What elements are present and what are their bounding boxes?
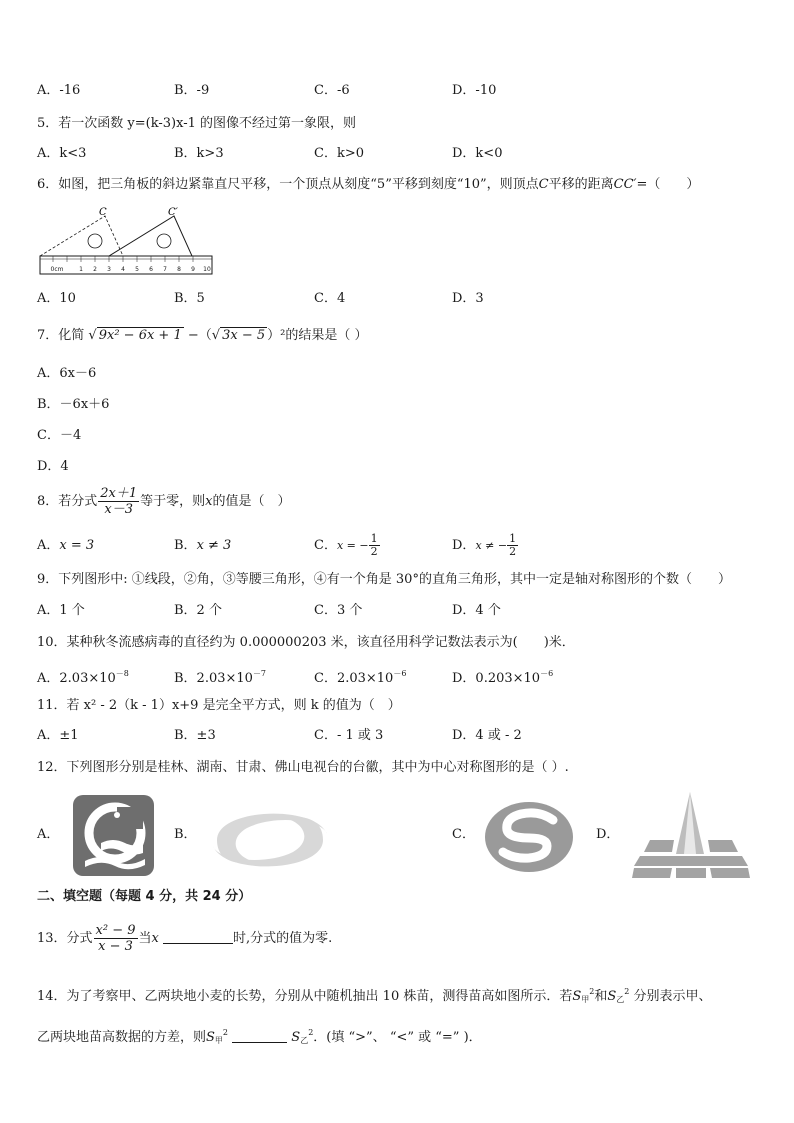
q11-stem: 11．若 x² - 2（k - 1）x+9 是完全平方式，则 k 的值为（ ） bbox=[37, 698, 401, 713]
q12-stem: 12．下列图形分别是桂林、湖南、甘肃、佛山电视台的台徽，其中为中心对称图形的是（ ）. bbox=[37, 760, 569, 775]
ruler-tick-label: 8 bbox=[177, 266, 181, 273]
q10-option-d: D．$0.203\times 10^{-6}$ bbox=[452, 669, 554, 686]
q6-option-b: B．5 bbox=[174, 291, 205, 306]
q4-option-d: D．-10 bbox=[452, 83, 497, 98]
q11-option-d: D．4 或 - 2 bbox=[452, 728, 522, 743]
q8-option-b: B．x ≠ 3 bbox=[174, 538, 232, 553]
q7-option-d: D．4 bbox=[37, 459, 69, 474]
sqrt-sign: √ bbox=[211, 328, 221, 343]
q8-option-d: D．x ≠ − $\frac{1}{2}$ bbox=[452, 532, 517, 558]
q10-option-a: A．$2.03\times 10^{-8}$ bbox=[37, 669, 129, 686]
ruler-tick-label: 4 bbox=[121, 266, 125, 273]
q13-fraction: $\frac{\text{x² − 9}}{x - 3}$ bbox=[95, 923, 136, 954]
q6-option-a: A．10 bbox=[37, 291, 76, 306]
q6-stem: 6．如图，把三角板的斜边紧靠直尺平移，一个顶点从刻度“5”平移到刻度“10”，则顶点C平移的距离CC′=（ ） bbox=[37, 177, 700, 192]
q9-option-d: D．4 个 bbox=[452, 603, 501, 618]
ruler-unit: 0cm bbox=[50, 266, 64, 273]
ruler-tick-label: 1 bbox=[79, 266, 83, 273]
hunan-tv-logo-image bbox=[205, 800, 335, 880]
ruler-tick-label: 9 bbox=[191, 266, 195, 273]
q7-stem: 7．化简 √ 9x² − 6x + 1 −（√ 3x − 5 ）²的结果是（ ） bbox=[37, 328, 368, 343]
ruler-tick-label: 5 bbox=[135, 266, 139, 273]
q10-option-c: C．$2.03\times 10^{-6}$ bbox=[314, 669, 407, 686]
q4-option-b: B．-9 bbox=[174, 83, 210, 98]
q7-option-b: B．－6x＋6 bbox=[37, 397, 110, 412]
q14-line1: 14．为了考察甲、乙两块地小麦的长势，分别从中随机抽出 10 株苗，测得苗高如图所示．若$S_甲^2$和$S_乙^2$ 分别表示甲、 bbox=[37, 987, 712, 1004]
q13-answer-blank[interactable] bbox=[163, 943, 233, 944]
q13-stem: 13．分式 $\frac{\text{x² − 9}}{x - 3}$ 当x 时,分式的值为零. bbox=[37, 923, 333, 954]
point-c-label: C bbox=[99, 207, 107, 218]
point-c-prime-label: C′ bbox=[168, 207, 178, 218]
q9-option-a: A．1 个 bbox=[37, 603, 85, 618]
q5-stem: 5．若一次函数 y=(k-3)x-1 的图像不经过第一象限，则 bbox=[37, 116, 356, 131]
ruler-tick-label: 2 bbox=[93, 266, 97, 273]
gansu-tv-logo-image bbox=[483, 800, 575, 874]
sqrt-sign: √ bbox=[88, 328, 97, 343]
q11-option-a: A．±1 bbox=[37, 728, 79, 743]
q8-option-c: C．x = − $\frac{1}{2}$ bbox=[314, 532, 378, 558]
ruler-tick-label: 7 bbox=[163, 266, 167, 273]
guilin-tv-logo-image bbox=[71, 793, 156, 878]
section-heading-fill-in: 二、填空题（每题 4 分，共 24 分） bbox=[37, 889, 252, 904]
q5-option-b: B．k>3 bbox=[174, 146, 224, 161]
q6-ruler-figure bbox=[37, 204, 217, 278]
q12-option-b-label: B． bbox=[174, 827, 197, 842]
q5-option-d: D．k<0 bbox=[452, 146, 503, 161]
q8-fraction: $\frac{2x+1}{x-3}$ bbox=[100, 486, 138, 517]
q5-option-a: A．k<3 bbox=[37, 146, 87, 161]
q8-stem: 8．若分式 $\frac{2x+1}{x-3}$ 等于零，则x的值是（ ） bbox=[37, 486, 291, 517]
q10-stem: 10．某种秋冬流感病毒的直径约为 0.000000203 米，该直径用科学记数法表示为( )米． bbox=[37, 635, 575, 650]
q9-stem: 9．下列图形中: ①线段，②角，③等腰三角形，④有一个角是 30°的直角三角形，其中一定是轴对称图形的个数（ ） bbox=[37, 572, 731, 587]
q6-option-c: C．4 bbox=[314, 291, 346, 306]
q6-option-d: D．3 bbox=[452, 291, 484, 306]
q9-option-b: B．2 个 bbox=[174, 603, 222, 618]
q11-option-b: B．±3 bbox=[174, 728, 216, 743]
q7-option-a: A．6x－6 bbox=[37, 366, 97, 381]
ruler-tick-label: 3 bbox=[107, 266, 111, 273]
q14-line2: 乙两块地苗高数据的方差，则$S_甲^2$ $S_乙^2$．(填 “>”、 “<” 或 “=” )． bbox=[37, 1028, 482, 1045]
q4-option-a: A．-16 bbox=[37, 83, 81, 98]
q10-option-b: B．$2.03\times 10^{-7}$ bbox=[174, 669, 267, 686]
q8-option-a: A．x = 3 bbox=[37, 538, 95, 553]
q4-option-c: C．-6 bbox=[314, 83, 350, 98]
q14-answer-blank[interactable] bbox=[232, 1042, 287, 1043]
ruler-tick-label: 6 bbox=[149, 266, 153, 273]
foshan-tv-logo-image bbox=[632, 790, 750, 880]
q5-option-c: C．k>0 bbox=[314, 146, 364, 161]
q7-option-c: C．－4 bbox=[37, 428, 82, 443]
q12-option-a-label: A． bbox=[37, 827, 60, 842]
q12-option-c-label: C． bbox=[452, 827, 475, 842]
q11-option-c: C．- 1 或 3 bbox=[314, 728, 384, 743]
q12-option-d-label: D． bbox=[596, 827, 620, 842]
ruler-tick-label: 10 bbox=[203, 266, 211, 273]
q9-option-c: C．3 个 bbox=[314, 603, 363, 618]
